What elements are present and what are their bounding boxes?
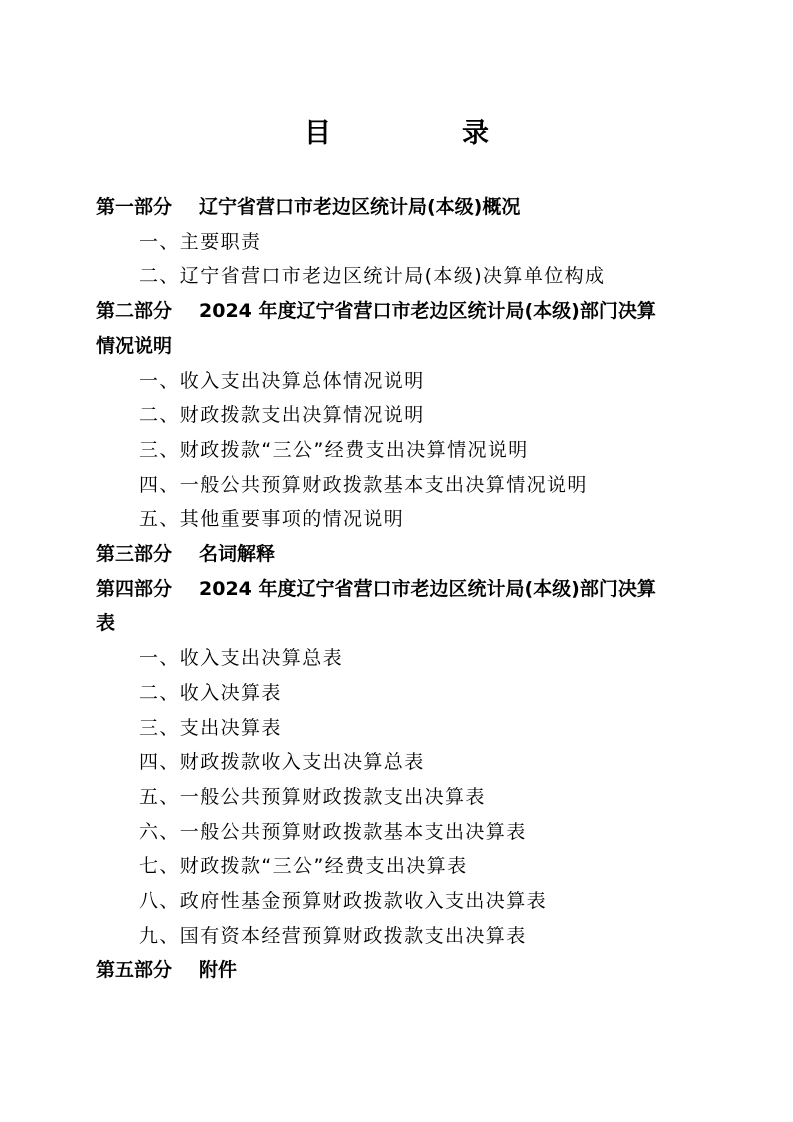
page-title: 目 录 — [304, 118, 541, 149]
toc-item: 五、一般公共预算财政拨款支出决算表 — [139, 785, 486, 808]
toc-part-label: 第一部分 — [96, 196, 173, 218]
toc-item: 七、财政拨款“三公”经费支出决算表 — [139, 855, 468, 878]
toc-part-5 — [96, 953, 706, 988]
toc-part-title: 2024 年度辽宁省营口市老边区统计局(本级)部门决算 — [199, 577, 656, 600]
toc-part-label: 第五部分 — [96, 959, 173, 982]
toc-part-1 — [96, 190, 706, 225]
toc-item: 九、国有资本经营预算财政拨款支出决算表 — [139, 924, 527, 947]
toc-item: 二、收入决算表 — [139, 681, 282, 704]
toc-item: 一、收入支出决算总体情况说明 — [139, 369, 425, 392]
toc-item: 六、一般公共预算财政拨款基本支出决算表 — [139, 820, 527, 843]
toc-item: 一、收入支出决算总表 — [139, 647, 344, 670]
toc-item: 一、主要职责 — [139, 230, 262, 253]
toc-part-4-continued: 表 — [96, 612, 116, 635]
toc-part-label: 第三部分 — [96, 543, 173, 566]
toc-item: 四、财政拨款收入支出决算总表 — [139, 751, 425, 774]
toc-part-title: 附件 — [199, 959, 238, 982]
toc-part-label: 第二部分 — [96, 300, 173, 323]
toc-item: 二、辽宁省营口市老边区统计局(本级)决算单位构成 — [139, 265, 606, 288]
toc-part-title: 名词解释 — [199, 543, 276, 566]
toc-part-title: 2024 年度辽宁省营口市老边区统计局(本级)部门决算 — [199, 300, 656, 323]
toc-item: 三、支出决算表 — [139, 716, 282, 739]
toc-item: 四、一般公共预算财政拨款基本支出决算情况说明 — [139, 473, 588, 496]
toc-part-title: 辽宁省营口市老边区统计局(本级)概况 — [199, 196, 521, 218]
toc-part-3 — [96, 537, 706, 572]
toc-item: 三、财政拨款“三公”经费支出决算情况说明 — [139, 438, 529, 461]
toc-part-label: 第四部分 — [96, 577, 173, 600]
toc-item: 八、政府性基金预算财政拨款收入支出决算表 — [139, 890, 548, 913]
toc-part-2-continued: 情况说明 — [96, 334, 173, 357]
toc-part-4 — [96, 572, 706, 607]
toc-item: 二、财政拨款支出决算情况说明 — [139, 404, 425, 427]
toc-part-2 — [96, 294, 706, 329]
toc-item: 五、其他重要事项的情况说明 — [139, 508, 405, 531]
table-of-contents — [96, 190, 706, 988]
